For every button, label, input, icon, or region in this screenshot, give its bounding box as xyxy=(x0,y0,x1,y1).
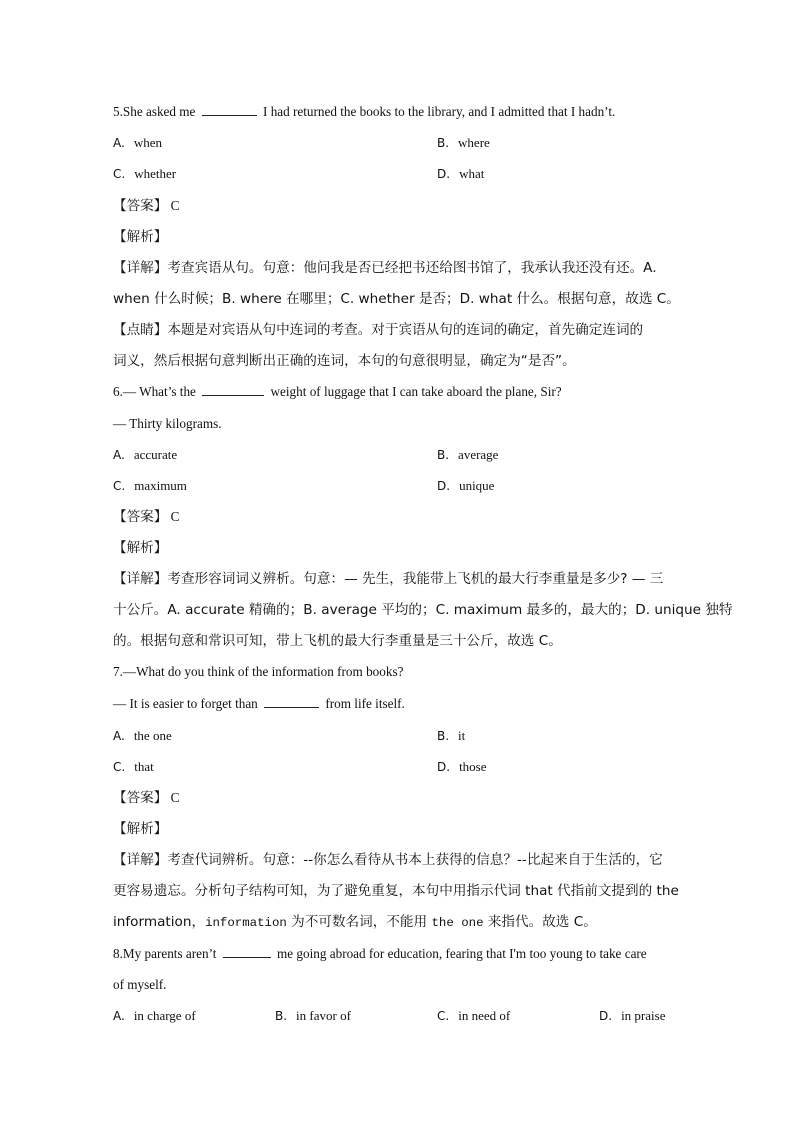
q8-option-a: A. in charge of xyxy=(113,1008,196,1023)
answer-blank xyxy=(202,103,257,116)
question-6-reply: — Thirty kilograms. xyxy=(113,416,222,431)
q5-analysis-heading: 【解析】 xyxy=(113,229,168,245)
q5-answer: 【答案】 C xyxy=(113,198,180,214)
question-6-stem: 6.— What’s the weight of luggage that I can take aboard the plane, Sir? xyxy=(113,384,562,399)
q8-option-b: B. in favor of xyxy=(275,1008,351,1023)
q5-detail-line-2: when 什么时候；B. where 在哪里；C. whether 是否；D. what 什么。根据句意，故选 C。 xyxy=(113,291,680,307)
question-7-stem: 7.—What do you think of the information from books? xyxy=(113,664,404,679)
q6-answer: 【答案】 C xyxy=(113,509,180,525)
q7-option-a: A. the one xyxy=(113,728,172,743)
q7-detail-line-2: 更容易遗忘。分析句子结构可知，为了避免重复，本句中用指示代词 that 代指前文提到的 the xyxy=(113,883,679,899)
question-8-stem-line-2: of myself. xyxy=(113,977,167,992)
q5-option-b: B. where xyxy=(437,135,490,150)
q7-option-d: D. those xyxy=(437,759,487,774)
q5-option-d: D. what xyxy=(437,166,485,181)
q6-option-d: D. unique xyxy=(437,478,495,493)
q5-note-line-1: 【点睛】本题是对宾语从句中连词的考查。对于宾语从句的连词的确定，首先确定连词的 xyxy=(113,322,644,338)
q8-option-d: D. in praise xyxy=(599,1008,666,1023)
question-5-stem: 5.She asked me I had returned the books to the library, and I admitted that I hadn’t. xyxy=(113,104,616,119)
q7-option-c: C. that xyxy=(113,759,154,774)
q6-detail-line-1: 【详解】考查形容词词义辨析。句意：— 先生，我能带上飞机的最大行李重量是多少? — 三 xyxy=(113,571,664,587)
question-7-reply: — It is easier to forget than from life itself. xyxy=(113,696,405,711)
question-8-stem-line-1: 8.My parents aren’t me going abroad for education, fearing that I'm too young to take care xyxy=(113,946,647,961)
q7-analysis-heading: 【解析】 xyxy=(113,821,168,837)
q6-detail-line-2: 十公斤。A. accurate 精确的；B. average 平均的；C. maximum 最多的，最大的；D. unique 独特 xyxy=(113,602,733,618)
q5-option-a: A. when xyxy=(113,135,162,150)
q5-option-c: C. whether xyxy=(113,166,177,181)
q7-answer: 【答案】 C xyxy=(113,790,180,806)
q7-detail-line-3: information，information 为不可数名词，不能用 the one 来指代。故选 C。 xyxy=(113,914,597,930)
q7-detail-line-1: 【详解】考查代词辨析。句意：--你怎么看待从书本上获得的信息？--比起来自于生活的，它 xyxy=(113,852,663,868)
answer-blank xyxy=(264,695,319,708)
answer-blank xyxy=(223,945,271,958)
q6-option-b: B. average xyxy=(437,447,499,462)
q6-option-a: A. accurate xyxy=(113,447,178,462)
q5-note-line-2: 词义，然后根据句意判断出正确的连词，本句的句意很明显，确定为“是否”。 xyxy=(113,353,576,369)
q6-detail-line-3: 的。根据句意和常识可知，带上飞机的最大行李重量是三十公斤，故选 C。 xyxy=(113,633,562,649)
answer-blank xyxy=(202,383,264,396)
q7-option-b: B. it xyxy=(437,728,466,743)
q6-option-c: C. maximum xyxy=(113,478,187,493)
q6-analysis-heading: 【解析】 xyxy=(113,540,168,556)
q8-option-c: C. in need of xyxy=(437,1008,511,1023)
q5-detail-line-1: 【详解】考查宾语从句。句意：他问我是否已经把书还给图书馆了，我承认我还没有还。A. xyxy=(113,260,657,276)
